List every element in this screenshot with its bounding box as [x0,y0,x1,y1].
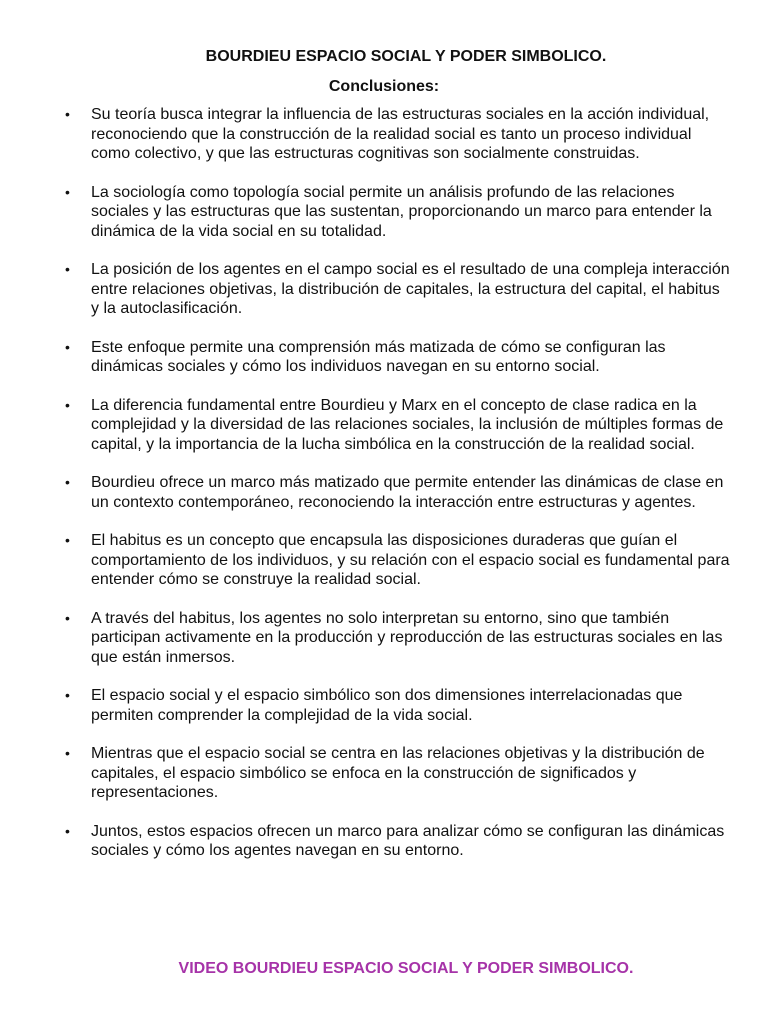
list-item-text: Su teoría busca integrar la influencia de las estructuras sociales en la acción individual, reconociendo que la construcción de la realidad social es tanto un proceso individual como colectivo, y que las estructuras cognitivas son socialmente construidas. [91,106,710,162]
list-item [62,338,732,377]
bullet-icon: • [65,338,70,355]
bullet-icon: • [65,822,70,839]
list-item [62,396,732,455]
list-item [62,822,732,861]
document-title: BOURDIEU ESPACIO SOCIAL Y PODER SIMBOLICO. [205,48,607,65]
list-item [62,183,732,242]
list-item [62,105,732,164]
list-item-text: Bourdieu ofrece un marco más matizado que permite entender las dinámicas de clase en un contexto contemporáneo, reconociendo la interacción entre estructuras y agentes. [91,474,724,511]
list-item-text: A través del habitus, los agentes no solo interpretan su entorno, sino que también participan activamente en la producción y reproducción de las estructuras sociales en las que están inmersos. [91,609,723,666]
bullet-icon: • [65,609,70,626]
document-subtitle: Conclusiones: [328,78,440,95]
list-item-text: Mientras que el espacio social se centra en las relaciones objetivas y la distribución de capitales, el espacio simbólico se enfoca en la construcción de significados y representaciones. [91,745,705,801]
bullet-icon: • [65,532,70,548]
video-link[interactable]: VIDEO BOURDIEU ESPACIO SOCIAL Y PODER SIMBOLICO. [178,960,634,977]
bullet-icon: • [65,261,70,277]
bullet-icon: • [65,687,70,703]
list-item [62,531,732,590]
bullet-icon: • [65,106,70,122]
list-item-text: La sociología como topología social permite un análisis profundo de las relaciones sociales y las estructuras que las sustentan, proporcionando un marco para entender la dinámica de la vida social en su totalidad. [91,183,712,240]
list-item-text: Juntos, estos espacios ofrecen un marco para analizar cómo se configuran las dinámicas sociales y cómo los agentes navegan en su entorno. [91,822,725,859]
list-item-text: La diferencia fundamental entre Bourdieu y Marx en el concepto de clase radica en la complejidad y la diversidad de las relaciones sociales, la inclusión de múltiples formas de capital, y la importancia de la lucha simbólica en la construcción de la realidad social. [91,396,724,453]
list-item [62,473,732,512]
bullet-icon: • [65,745,70,761]
bullet-icon: • [65,474,70,490]
conclusions-list [62,105,732,880]
bullet-icon: • [65,396,70,413]
list-item-text: El espacio social y el espacio simbólico son dos dimensiones interrelacionadas que permiten comprender la complejidad de la vida social. [91,687,683,724]
list-item-text: La posición de los agentes en el campo social es el resultado de una compleja interacción entre relaciones objetivas, la distribución de capitales, la estructura del capital, el habitus y la autoclasificación. [91,261,730,317]
list-item [62,609,732,668]
list-item [62,686,732,725]
list-item [62,744,732,803]
list-item-text: Este enfoque permite una comprensión más matizada de cómo se configuran las dinámicas sociales y cómo los individuos navegan en su entorno social. [91,338,666,375]
list-item-text: El habitus es un concepto que encapsula las disposiciones duraderas que guían el comportamiento de los individuos, y su relación con el espacio social es fundamental para entender cómo se construye la realidad social. [91,532,730,588]
bullet-icon: • [65,183,70,200]
list-item [62,260,732,319]
